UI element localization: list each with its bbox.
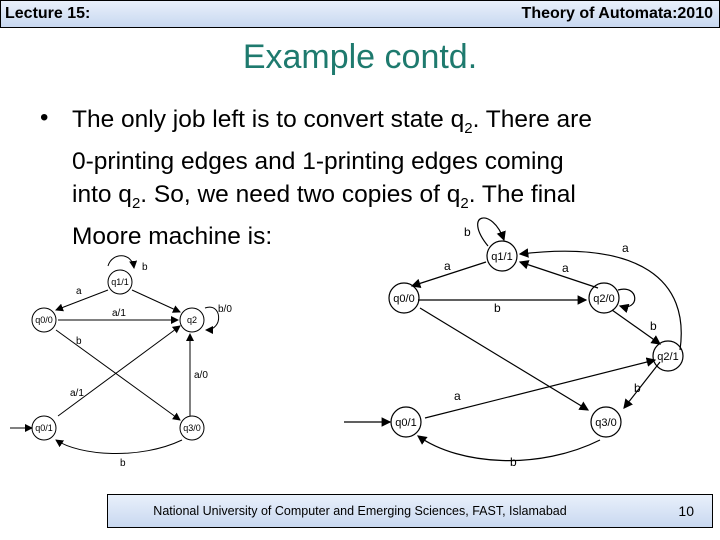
institution-name: National University of Computer and Emerging Sciences, FAST, Islamabad xyxy=(153,504,567,518)
slide-title: Example contd. xyxy=(242,38,478,76)
slide-footer xyxy=(107,494,713,528)
bullet-marker: • xyxy=(40,104,49,131)
right-state-q0: q0/0 xyxy=(393,293,415,305)
right-edge-label: b xyxy=(464,225,471,239)
lecture-label: Lecture 15: xyxy=(5,5,91,22)
right-edge-label: a xyxy=(622,241,629,255)
right-edge-label: a xyxy=(444,259,451,273)
left-state-q2: q2 xyxy=(186,315,198,325)
left-state-q0: q0/0 xyxy=(35,315,53,325)
left-state-q3: q3/0 xyxy=(183,423,201,433)
right-edge-label: a xyxy=(454,389,461,403)
bullet-line-4: Moore machine is: xyxy=(72,222,273,250)
left-edge-label: b xyxy=(142,262,148,273)
page-number: 10 xyxy=(678,503,694,519)
left-edge-label: b xyxy=(120,458,126,469)
left-edge-labels xyxy=(70,262,232,469)
course-label: Theory of Automata:2010 xyxy=(521,5,713,22)
right-edge-label: b xyxy=(650,319,657,333)
left-edge-label: a/1 xyxy=(112,308,126,319)
left-edge-label: a/0 xyxy=(194,370,208,381)
left-edge-label: a xyxy=(76,286,82,297)
right-state-q2-1: q2/1 xyxy=(657,351,679,363)
right-edge-label: a xyxy=(562,261,569,275)
right-state-q2-0: q2/0 xyxy=(593,293,615,305)
left-state-q0-1: q0/1 xyxy=(35,423,53,433)
right-state-q0-1: q0/1 xyxy=(395,417,417,429)
bullet-line-3: into $q_2$. So, we need two copies of $q_2$. The final xyxy=(72,180,576,212)
right-state-q1: q1/1 xyxy=(491,251,513,263)
left-state-labels xyxy=(35,277,201,433)
bullet-line-2: 0-printing edges and 1-printing edges coming xyxy=(72,147,564,175)
right-edge-label: b xyxy=(494,301,501,315)
right-edge-label: b xyxy=(510,455,517,469)
left-edge-label: b xyxy=(76,336,82,347)
right-state-q3: q3/0 xyxy=(595,417,617,429)
right-edge-labels xyxy=(444,225,657,469)
left-edge-label: a/1 xyxy=(70,388,84,399)
right-edge-label: b xyxy=(634,381,641,395)
bullet-line-1: The only job left is to convert state $q_2$. There are xyxy=(72,106,592,137)
left-state-q1: q1/1 xyxy=(111,277,129,287)
left-edge-label: b/0 xyxy=(218,304,232,315)
